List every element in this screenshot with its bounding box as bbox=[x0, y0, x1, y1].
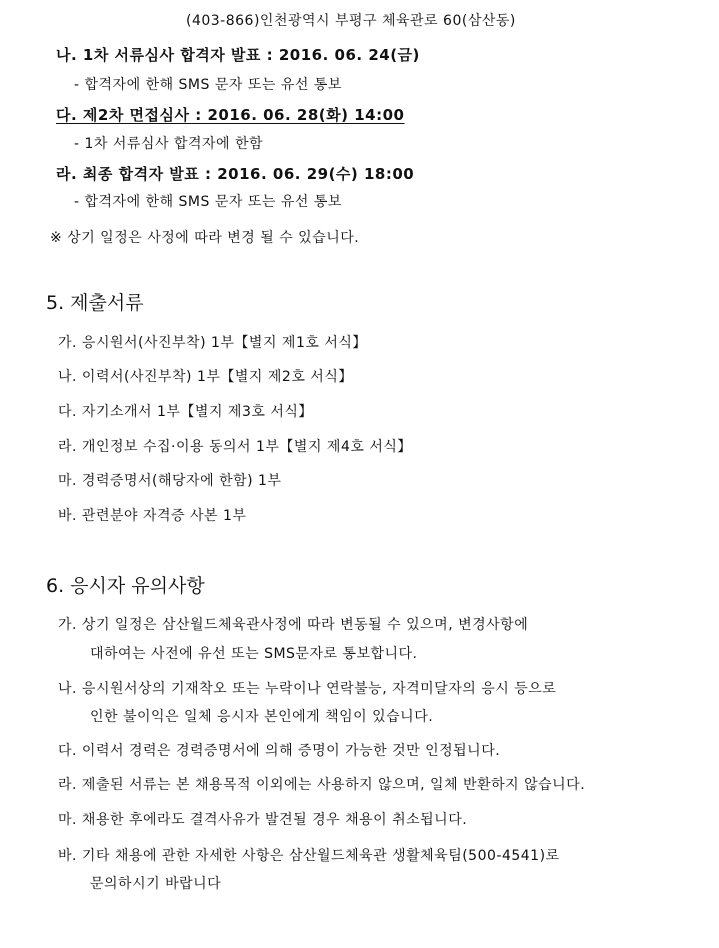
documents-item: 라. 개인정보 수집·이용 동의서 1부【별지 제4호 서식】 bbox=[58, 439, 412, 455]
notice-ba-line1: 바. 기타 채용에 관한 자세한 사항은 삼산월드체육관 생활체육팀(500-4541)로 bbox=[58, 848, 560, 864]
schedule-remark: ※ 상기 일정은 사정에 따라 변경 될 수 있습니다. bbox=[50, 230, 360, 246]
schedule-na-title: 나. 1차 서류심사 합격자 발표 : 2016. 06. 24(금) bbox=[56, 46, 420, 64]
documents-item: 가. 응시원서(사진부착) 1부【별지 제1호 서식】 bbox=[58, 335, 367, 351]
documents-item: 바. 관련분야 자격증 사본 1부 bbox=[58, 508, 247, 524]
documents-item: 다. 자기소개서 1부【별지 제3호 서식】 bbox=[58, 404, 313, 420]
notices-heading: 6. 응시자 유의사항 bbox=[46, 575, 205, 597]
schedule-ra-note: - 합격자에 한해 SMS 문자 또는 유선 통보 bbox=[74, 194, 342, 210]
notice-ba-line2: 문의하시기 바랍니다 bbox=[90, 876, 222, 892]
schedule-ra-title: 라. 최종 합격자 발표 : 2016. 06. 29(수) 18:00 bbox=[56, 165, 415, 183]
schedule-da-title: 다. 제2차 면접심사 : 2016. 06. 28(화) 14:00 bbox=[56, 106, 405, 124]
schedule-da-note: - 1차 서류심사 합격자에 한함 bbox=[74, 136, 264, 152]
notice-da: 다. 이력서 경력은 경력증명서에 의해 증명이 가능한 것만 인정됩니다. bbox=[58, 743, 501, 759]
address-line: (403-866)인천광역시 부평구 체육관로 60(삼산동) bbox=[186, 13, 516, 29]
notice-ma: 마. 채용한 후에라도 결격사유가 발견될 경우 채용이 취소됩니다. bbox=[58, 812, 468, 828]
documents-item: 나. 이력서(사진부착) 1부【별지 제2호 서식】 bbox=[58, 369, 353, 385]
schedule-na-note: - 합격자에 한해 SMS 문자 또는 유선 통보 bbox=[74, 77, 342, 93]
notice-ga-line2: 대하여는 사전에 유선 또는 SMS문자로 통보합니다. bbox=[90, 646, 418, 662]
documents-item: 마. 경력증명서(해당자에 한함) 1부 bbox=[58, 473, 282, 489]
notice-na-line1: 나. 응시원서상의 기재착오 또는 누락이나 연락불능, 자격미달자의 응시 등으로 bbox=[58, 681, 557, 697]
notice-ra: 라. 제출된 서류는 본 채용목적 이외에는 사용하지 않으며, 일체 반환하지 않습니다. bbox=[58, 777, 586, 793]
notice-na-line2: 인한 불이익은 일체 응시자 본인에게 책임이 있습니다. bbox=[90, 709, 434, 725]
notice-ga-line1: 가. 상기 일정은 삼산월드체육관사정에 따라 변동될 수 있으며, 변경사항에 bbox=[58, 617, 529, 633]
documents-heading: 5. 제출서류 bbox=[46, 292, 144, 314]
